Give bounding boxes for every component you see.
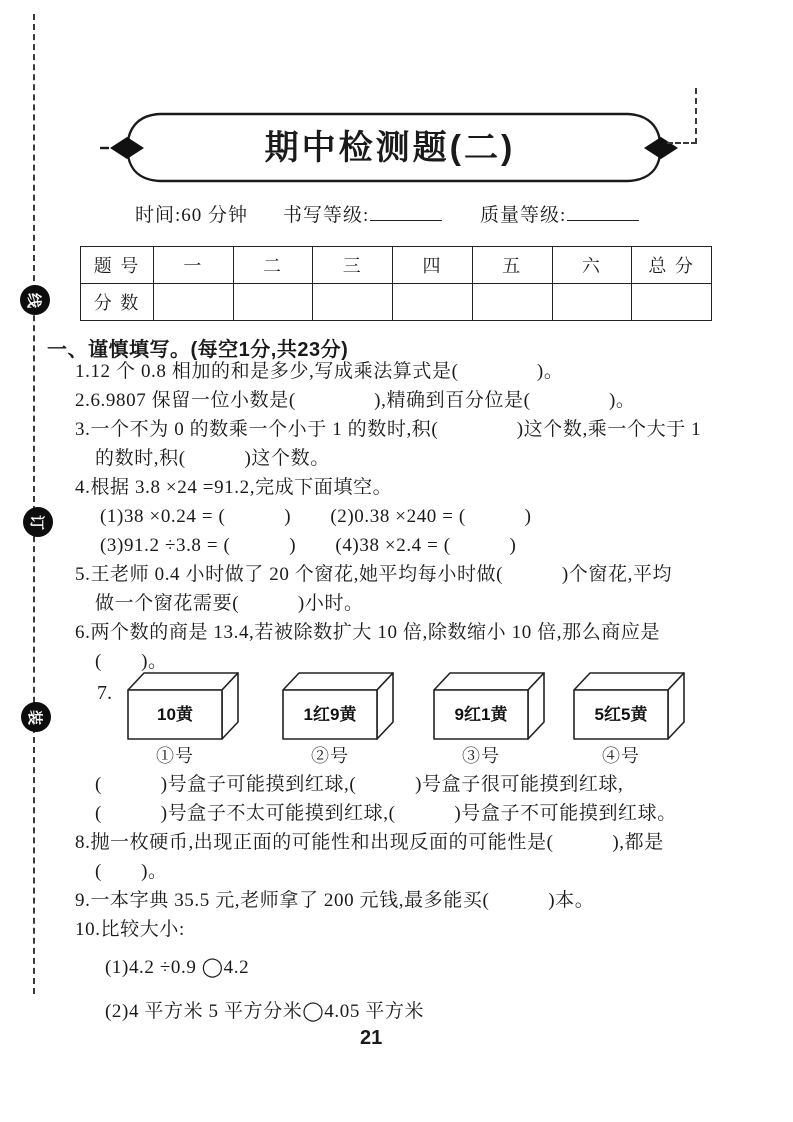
score-table-header-cell: 一 [154,247,234,284]
score-table-header-cell: 四 [393,247,473,284]
binding-mark-xian [20,285,50,315]
question-line: 做一个窗花需要( )小时。 [95,593,364,614]
question-line: 4.根据 3.8 ×24 =91.2,完成下面填空。 [75,477,393,498]
score-table-header-cell: 总 分 [632,247,712,284]
score-table-header-cell: 二 [233,247,313,284]
writing-grade-label: 书写等级: [283,205,370,226]
score-cell-empty [393,284,473,321]
fill-in-questions-part1 [0,357,793,676]
box-content-label: 1红9黄 [303,705,357,724]
score-cell-empty [154,284,234,321]
question-line: ( )号盒子不太可能摸到红球,( )号盒子不可能摸到红球。 [95,803,677,824]
question-line: (1)38 ×0.24 = ( ) (2)0.38 ×240 = ( ) [100,506,532,527]
box-3d-drawing [433,672,547,742]
binding-mark-label: 装 [26,709,43,725]
time-label: 时间:60 分钟 [135,205,249,226]
fill-in-questions-part2 [0,770,793,1032]
binding-mark-label: 线 [25,292,42,308]
writing-grade-blank [370,200,442,221]
question-line: 1.12 个 0.8 相加的和是多少,写成乘法算式是( )。 [75,361,564,382]
box-content-label: 10黄 [157,705,193,724]
question-line: 2.6.9807 保留一位小数是( ),精确到百分位是( )。 [75,390,636,411]
question-line: (3)91.2 ÷3.8 = ( ) (4)38 ×2.4 = ( ) [100,535,517,556]
question-line: ( )号盒子可能摸到红球,( )号盒子很可能摸到红球, [95,774,624,795]
probability-box-4 [573,672,687,766]
score-table [80,246,712,321]
corner-dashed-line-horizontal [667,142,697,144]
score-table-header-cell: 五 [472,247,552,284]
question-line: 9.一本字典 35.5 元,老师拿了 200 元钱,最多能买( )本。 [75,890,595,911]
score-cell-empty [233,284,313,321]
question-line: 6.两个数的商是 13.4,若被除数扩大 10 倍,除数缩小 10 倍,那么商应是 [75,622,661,643]
box-content-label: 5红5黄 [594,705,648,724]
score-table-header-cell: 三 [313,247,393,284]
question-line: 5.王老师 0.4 小时做了 20 个窗花,她平均每小时做( )个窗花,平均 [75,564,673,585]
box-number-tag: ④号 [602,746,640,766]
score-table-corner-cell: 题 号 [81,247,154,284]
corner-dashed-line-vertical [695,88,697,144]
question-line: 8.抛一枚硬币,出现正面的可能性和出现反面的可能性是( ),都是 [75,832,664,853]
score-cell-empty [632,284,712,321]
section-one-heading: 一、谨慎填写。(每空1分,共23分) [47,339,349,361]
box-number-tag: ①号 [156,746,194,766]
score-row-label-cell: 分 数 [81,284,154,321]
score-table-header-cell: 六 [552,247,632,284]
score-cell-empty [552,284,632,321]
probability-box-1 [127,672,241,766]
box-content-label: 9红1黄 [454,705,508,724]
box-3d-drawing [127,672,241,742]
quality-grade-blank [567,200,639,221]
question-line: ( )。 [95,861,168,882]
page-title: 期中检测题(二) [264,129,516,167]
score-cell-empty [472,284,552,321]
question-line: 3.一个不为 0 的数乘一个小于 1 的数时,积( )这个数,乘一个大于 1 [75,419,702,440]
page-number: 21 [360,1027,383,1049]
score-cell-empty [313,284,393,321]
box-3d-drawing [282,672,396,742]
question7-boxes-row [0,676,793,770]
question-line: (1)4.2 ÷0.9 ◯4.2 [105,957,250,978]
question-line: ( )。 [95,651,168,672]
probability-box-3 [433,672,547,766]
probability-box-2 [282,672,396,766]
box-number-tag: ②号 [311,746,349,766]
question-line: 10.比较大小: [75,919,185,940]
box-3d-drawing [573,672,687,742]
question-line: (2)4 平方米 5 平方分米◯4.05 平方米 [105,1001,425,1022]
binding-mark-label: 订 [28,514,45,530]
box-number-tag: ③号 [462,746,500,766]
score-table-score-row [81,284,712,321]
question7-number: 7. [97,682,112,704]
question-line: 的数时,积( )这个数。 [95,448,330,469]
quality-grade-label: 质量等级: [480,205,567,226]
score-table-header-row [81,247,712,284]
